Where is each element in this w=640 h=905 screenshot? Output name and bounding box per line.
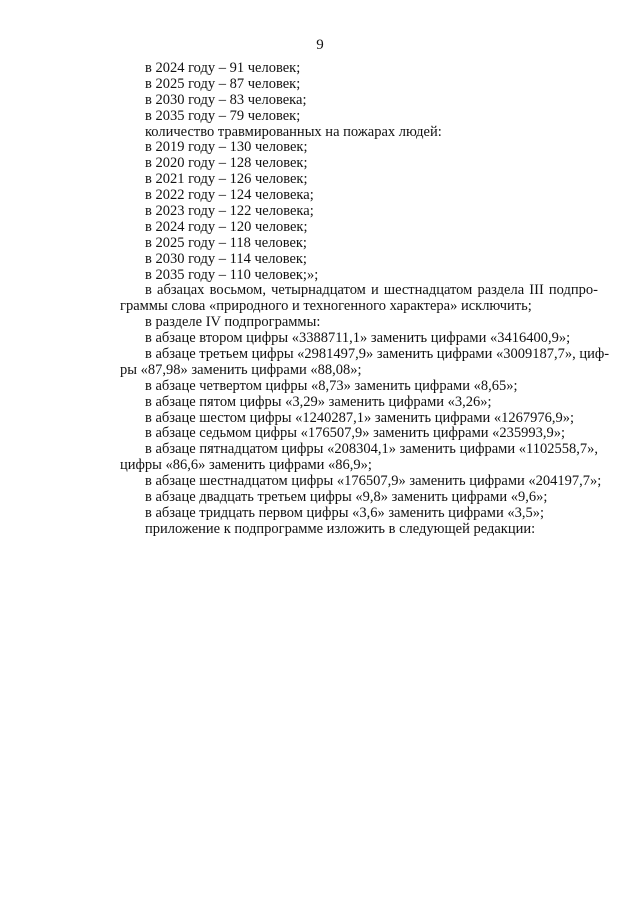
text-line: в 2024 году – 120 человек; [145,218,308,235]
text-line: приложение к подпрограмме изложить в следующей редакции: [145,520,536,537]
text-line: граммы слова «природного и техногенного характера» исключить; [120,298,532,315]
text-line: в 2021 году – 126 человек; [145,171,308,188]
text-line: в абзаце пятнадцатом цифры «208304,1» заменить цифрами «1102558,7», [145,441,598,458]
document-body [120,60,610,538]
text-line: в абзаце тридцать первом цифры «3,6» заменить цифрами «3,5»; [145,504,544,521]
text-line: в 2030 году – 83 человека; [145,91,307,108]
text-line: в абзаце пятом цифры «3,29» заменить цифрами «3,26»; [145,393,492,410]
text-line: в абзаце шестом цифры «1240287,1» заменить цифрами «1267976,9»; [145,409,575,426]
text-line: в 2020 году – 128 человек; [145,155,308,172]
text-line: в 2024 году – 91 человек; [145,60,301,76]
text-line: в абзацах восьмом, четырнадцатом и шестнадцатом раздела III подпро- [145,282,598,299]
page-number: 9 [316,37,324,53]
text-line: в 2023 году – 122 человека; [145,203,314,220]
text-line: в разделе IV подпрограммы: [145,314,321,331]
text-line: в 2030 году – 114 человек; [145,250,307,267]
text-line: ры «87,98» заменить цифрами «88,08»; [120,361,362,378]
text-line: в абзаце четвертом цифры «8,73» заменить цифрами «8,65»; [145,377,518,394]
text-line: в 2035 году – 79 человек; [145,107,301,124]
text-line: в абзаце втором цифры «3388711,1» заменить цифрами «3416400,9»; [145,330,571,347]
text-line: в абзаце шестнадцатом цифры «176507,9» заменить цифрами «204197,7»; [145,473,602,490]
text-line: в 2022 году – 124 человека; [145,187,314,204]
text-line: в 2025 году – 87 человек; [145,75,301,92]
text-line: в абзаце третьем цифры «2981497,9» заменить цифрами «3009187,7», циф- [145,346,610,363]
text-line: в абзаце седьмом цифры «176507,9» заменить цифрами «235993,9»; [145,425,566,442]
text-line: в 2025 году – 118 человек; [145,234,307,251]
text-line: в абзаце двадцать третьем цифры «9,8» заменить цифрами «9,6»; [145,489,548,506]
text-line: в 2035 году – 110 человек;»; [145,266,319,283]
text-line: в 2019 году – 130 человек; [145,139,308,156]
text-line: количество травмированных на пожарах людей: [145,123,442,140]
text-line: цифры «86,6» заменить цифрами «86,9»; [120,457,372,474]
